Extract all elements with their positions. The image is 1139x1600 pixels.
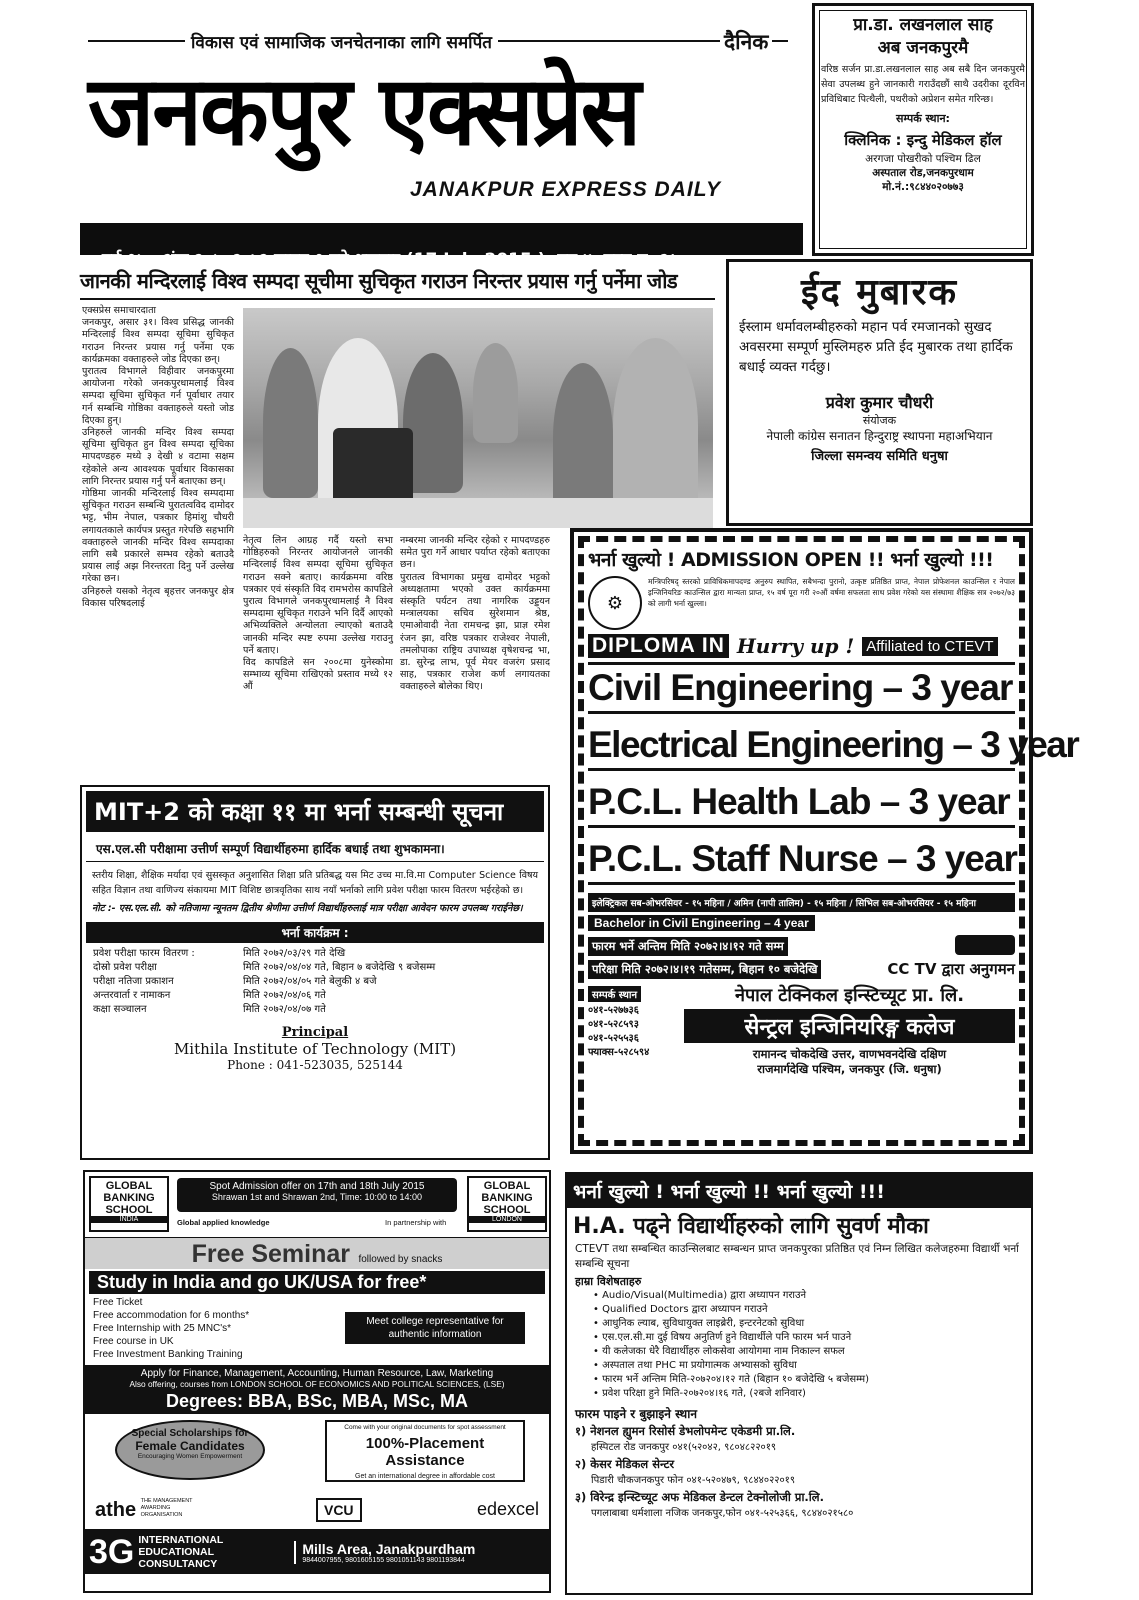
gbs-logo-left-sub: INDIA: [91, 1216, 167, 1223]
global-banking-school-ad: [83, 1170, 551, 1593]
cti-fax: फ्याक्स-५२८५९४: [588, 1047, 650, 1058]
scholarship-row: [85, 1420, 549, 1490]
schedule-row: [90, 1003, 438, 1017]
doctor-mobile: मो.नं.:९८४४०२०७७३: [882, 181, 964, 193]
ha-feature: • Qualified Doctors द्वारा अध्यापन गराउने: [593, 1303, 1031, 1317]
main-story-headline: जानकी मन्दिरलाई विश्व सम्पदा सूचीमा सुचिकृत गराउन निरन्तर प्रयास गर्नु पर्नेमा जोड: [80, 269, 678, 293]
attendee: [613, 338, 698, 513]
spot-offer-text: Spot Admission offer on 17th and 18th July 2015: [209, 1181, 425, 1192]
vcu-logo: VCU: [316, 1498, 362, 1522]
issue-info-bar: [80, 223, 803, 270]
cti-intro: मन्त्रिपरिषद् स्तरको प्राविधिकमापदण्ड अनुरुप स्थापित, सबैभन्दा पुरानो, उत्कृष्ट प्रतिष्ठित प्राप्त, नेपाल प्रोफेशनल काउन्सिल र नेपाल इन्जिनियरिङ काउन्सिल द्वारा मान्यता प्राप्त, १५ वर्ष पूरा गरी २०औं वर्षमा सफलता साथ प्रवेश गरेको यस संस्थामा शैक्षिक सत्र २०७२/७३ को लागी भर्ना खुल्ला।: [648, 577, 1015, 608]
institute-name: नेपाल टेक्निकल इन्स्टिच्यूट प्रा. लि.: [734, 985, 965, 1006]
daily-label: दैनिक: [720, 28, 772, 56]
cti-banner: भर्ना खुल्यो ! ADMISSION OPEN !! भर्ना खुल्यो !!!: [588, 549, 994, 571]
free-item: Free Ticket: [93, 1297, 143, 1308]
schedule-value: मिति २०७२/०४/०७ गते: [243, 1004, 326, 1015]
eid-committee: जिल्ला समन्वय समिति धनुषा: [811, 449, 948, 464]
cctv-camera-icon: [955, 935, 1015, 955]
ha-contact-title: फारम पाइने र बुझाइने स्थान: [575, 1407, 697, 1421]
gbs-logo-right: [467, 1176, 547, 1232]
female-label: Female Candidates: [135, 1439, 245, 1453]
free-item: Free course in UK: [93, 1336, 174, 1347]
course-electrical: Electrical Engineering – 3 year: [588, 722, 1015, 771]
issue-info-text: वर्ष १५ अंक ३०५ २०७२ साउन १ गते शुक्रवार (17 July 2015 ) पृष्ठ ४ मूल्य रु. ३।-: [101, 250, 683, 270]
headline-rule: [80, 298, 715, 300]
doctor-body: वरिष्ठ सर्जन प्रा.डा.लखनलाल साह अब सबै दिन जनकपुरमै सेवा उपलब्ध हुने जानकारी गराउँदछौं साथै उदरीका दूरविन प्रविधिबाट पित्थैली, पथरीको अप्रेशन समेत गरिन्छ।: [821, 64, 1025, 105]
free-item: Free accommodation for 6 months*: [93, 1310, 250, 1321]
ha-banner: भर्ना खुल्यो ! भर्ना खुल्यो !! भर्ना खुल्यो !!!: [567, 1174, 1031, 1208]
paper-english-title: JANAKPUR EXPRESS DAILY: [410, 178, 721, 201]
college-seal: ⚙: [588, 576, 642, 630]
accreditation-row: [85, 1490, 549, 1530]
mit-schedule: [90, 947, 438, 1017]
athe-sub: THE MANAGEMENT AWARDING ORGANISATION: [140, 1497, 193, 1518]
scholarship-badge: [115, 1420, 265, 1480]
dates-row: [588, 935, 1015, 979]
schedule-label: परीक्षा नतिजा प्रकाशन: [93, 976, 174, 987]
college-name: सेन्ट्रल इन्जिनियरिङ्ग कलेज: [684, 1009, 1015, 1043]
ha-place-name: २) केसर मेडिकल सेन्टर: [575, 1457, 675, 1471]
gbs-logo-right-text: GLOBAL BANKING SCHOOL: [481, 1180, 533, 1216]
doctor-subtitle: अब जनकपुरमै: [877, 38, 969, 58]
course-list: [588, 662, 1079, 885]
placement-label: 100%-Placement Assistance: [365, 1435, 485, 1469]
schedule-value: मिति २०७२/०४/०४ गते, बिहान ७ बजेदेखि ९ बजेसम्म: [243, 962, 436, 973]
ha-feature: • Audio/Visual(Multimedia) द्वारा अध्यापन गराउने: [593, 1289, 1031, 1303]
diploma-label: DIPLOMA IN: [588, 634, 729, 658]
schedule-value: मिति २०७२/०३/२९ गते देखि: [243, 948, 346, 959]
schedule-row: [90, 989, 438, 1003]
ha-features: [567, 1289, 1031, 1401]
doctor-clinic: क्लिनिक : इन्दु मेडिकल हॉल: [844, 131, 1002, 149]
paper-title: जनकपुर एक्सप्रेस: [88, 55, 640, 167]
ha-place-name: १) नेशनल ह्युमन रिसोर्स डेभलोपमेन्ट एकेडमी प्रा.लि.: [575, 1424, 796, 1438]
attendee: [473, 343, 518, 443]
docs-label: Come with your original documents for spot assessment: [344, 1424, 506, 1431]
schedule-value: मिति २०७२/०४/०६ गते: [243, 990, 326, 1001]
gbs-logo-left: [89, 1176, 169, 1232]
mit-note: नोट :- एस.एल.सी. को नतिजामा न्यूनतम द्वितीय श्रेणीमा उत्तीर्ण विद्यार्थीहरुलाई मात्र परीक्षा आवेदन फारम उपलब्ध गराईनेछ।: [92, 903, 523, 914]
masthead: [80, 20, 815, 215]
gbs-logo-right-sub: LONDON: [469, 1216, 545, 1223]
cctv-label: CC TV द्वारा अनुगमन: [887, 960, 1015, 978]
mit-phone: Phone : 041-523035, 525144: [227, 1058, 403, 1072]
ha-place-detail: पगलाबाबा धर्मशाला नजिक जनकपुर,फोन ०४१-५२५३६६, ९८४४०२१५८०: [591, 1508, 854, 1519]
mit-institute: Mithila Institute of Technology (MIT): [173, 1040, 457, 1058]
eid-greeting-ad: [726, 259, 1033, 526]
ad-content: [588, 546, 1079, 1136]
cti-phone: ०४१-५२८५९३: [588, 1019, 639, 1030]
seminar-row: [85, 1238, 549, 1269]
ha-place-detail: हस्पिटल रोड जनकपुर ०४१(५२०४२, ९८०४८२२०१९: [591, 1442, 777, 1453]
schedule-row: [90, 947, 438, 961]
mit-body: स्तरीय शिक्षा, शैक्षिक मर्यादा एवं सुसस्कृत अनुशासित शिक्षा प्रति प्रतिबद्ध यस मिट उच्च मा.वि.मा Computer Science विषय सहित विज्ञान तथा वाणिज्य संकायमा MIT विशिष्ट छात्रवृतिका साथ नयाँ भर्नाको लागि प्रवेश परीक्षा फारम वितरण भईरहेको छ।: [92, 870, 538, 896]
schedule-row: [90, 961, 438, 975]
doctor-name: प्रा.डा. लखनलाल साह: [853, 15, 993, 35]
schedule-label: प्रवेश परीक्षा फारम वितरण :: [93, 948, 195, 959]
seminar-sub: followed by snacks: [358, 1254, 443, 1265]
mit-admission-notice: [80, 785, 550, 1160]
course-health-lab: P.C.L. Health Lab – 3 year: [588, 779, 1015, 828]
ha-place-detail: पिडारी चौकजनकपुर फोन ०४१-५२०४७९, ९८४४०२२०१९: [591, 1475, 796, 1486]
attendee: [263, 348, 318, 498]
intl-label: Get an international degree in affordable cost: [355, 1473, 495, 1480]
mit-schedule-title: भर्ना कार्यक्रम :: [86, 922, 544, 943]
eid-name: प्रवेश कुमार चौधरी: [825, 393, 934, 412]
schedule-row: [90, 975, 438, 989]
contact-row: [588, 983, 1015, 1077]
story-column-2: नेतृत्व लिन आग्रह गर्दै यस्तो सभा गोष्ठिहरुको निरन्तर आयोजनले जानकी मन्दिरलाई विश्व सम्पदा सूचिमा सुचिकृत गराउन सक्ने बताए। कार्यक्रममा वरिष्ठ पत्रकार एवं संस्कृति विद रामभरोस कापडिले पुरात्व विभागले जनकपुरधामलाई नै विश्व सम्पदामा सूचिकृत गराउने भनि दिर्दै आएको अभिव्यक्तिले अन्योलता ल्याएको बताउदै जानकी मन्दिर स्पष्ट रुपमा उल्लेख गराउनु पर्ने बताए। विद कापडिले सन २००८मा युनेस्कोमा सम्भाव्य सूचिमा राखिएको प्रस्ताव मध्ये १२ औं: [243, 535, 393, 693]
athe-logo: athe: [95, 1498, 137, 1521]
eid-title: ईद मुबारक: [800, 272, 959, 313]
cti-phone: ०४१-५२७७३६: [588, 1005, 639, 1016]
free-list-row: [85, 1296, 549, 1361]
seminar-photo: [243, 308, 713, 528]
gbs-header: [85, 1172, 549, 1238]
degrees: Degrees: BBA, BSc, MBA, MSc, MA: [165, 1391, 469, 1411]
free-item: Free Internship with 25 MNC's*: [93, 1323, 232, 1334]
form-deadline: फारम भर्ने अन्तिम मिति २०७२।४।१२ गते सम्म: [588, 937, 788, 956]
eid-org: नेपाली कांग्रेस सनातन हिन्दुराष्ट्र स्थापना महाअभियान: [766, 429, 993, 443]
engineering-college-ad: [570, 528, 1079, 1154]
empower-label: Encouraging Women Empowerment: [137, 1453, 243, 1460]
cti-phone: ०४१-५२५५३६: [588, 1033, 639, 1044]
attendee: [553, 363, 613, 513]
course-staff-nurse: P.C.L. Staff Nurse – 3 year: [588, 836, 1015, 885]
cti-intro-row: [588, 576, 1015, 630]
story-column-3: नम्बरमा जानकी मन्दिर रहेको र मापदण्डहरु समेत पुरा गर्ने आधार पर्याप्त रहेको बताएका छन। पुरातत्व विभागका प्रमुख दामोदर भट्टको अध्यक्षतामा भएको उक्त कार्यक्रममा संस्कृति पर्यटन तथा नागरिक उड्डयन मन्त्रालयका सचिव सुरेशमान श्रेष्ठ, एमाओवादी नेता रामचन्द्र झा, प्राज्ञ रमेश रंजन झा, वरिष्ठ पत्रकार राजेश्वर नेपाली, तमलोपाका राष्ट्रिय उपाध्यक्ष वृषेशचन्द्र भा, डा. सुरेन्द्र लाभ, पूर्व मेयर वजरंग प्रसाद साह, पत्रकार राजेश कर्ण लगायतका वक्ताहरुले बोलेका थिए।: [400, 535, 550, 693]
tagline: विकास एवं सामाजिक जनचेतनाका लागि समर्पित: [185, 30, 498, 53]
apply-text: Apply for Finance, Management, Accounting, Human Resource, Law, Marketing: [140, 1368, 494, 1379]
scholarship-label: Special Scholarships for: [131, 1428, 249, 1439]
consultancy-row: [85, 1530, 549, 1574]
meet-representative: Meet college representative for authentic information: [345, 1312, 525, 1344]
eid-body: ईस्लाम धर्मावलम्बीहरुको महान पर्व रमजानको सुखद अवसरमा सम्पूर्ण मुस्लिमहरु प्रति ईद मुबारक तथा हार्दिक बधाई व्यक्त गर्दछु।: [739, 319, 1013, 375]
doctor-contact-label: सम्पर्क स्थान:: [896, 112, 950, 125]
consultancy-phones: 9844007955, 9801605155 9801051143 9801193844: [302, 1556, 465, 1564]
brand-name: INTERNATIONAL EDUCATIONAL CONSULTANCY: [138, 1534, 224, 1570]
sub-courses: इलेक्ट्रिकल सब-ओभरसियर - १५ महिना / अमिन (नापी तालिम) - १५ महिना / सिभिल सब-ओभरसियर - १५ महिना: [588, 893, 1015, 912]
spot-offer-time: Shrawan 1st and Shrawan 2nd, Time: 10:00 to 14:00: [211, 1192, 423, 1202]
ha-intro: CTEVT तथा सम्बन्धित काउन्सिलबाट सम्बन्धन प्राप्त जनकपुरका प्रतिष्ठित एवं निम्न लिखित कलेजहरुमा विद्यार्थी भर्ना सम्बन्धि सूचना: [575, 1243, 1019, 1270]
ha-place-name: ३) विरेन्द्र इन्स्टिच्यूट अफ मेडिकल डेन्टल टेक्नोलोजी प्रा.लि.: [575, 1490, 824, 1504]
global-applied: Global applied knowledge: [177, 1218, 270, 1227]
free-item: Free Investment Banking Training: [93, 1349, 243, 1360]
ha-title: H.A. पढ्ने विद्यार्थीहरुको लागि सुवर्ण मौका: [573, 1214, 929, 1239]
college-address-2: राजमार्गदेखि पश्चिम, जनकपुर (जि. धनुषा): [757, 1062, 942, 1076]
cti-contact-label: सम्पर्क स्थान: [588, 986, 641, 1002]
ha-feature: • अस्पताल तथा PHC मा प्रयोगात्मक अभ्यासको सुविधा: [593, 1359, 1031, 1373]
hurry-up-label: Hurry up !: [736, 634, 855, 658]
diploma-row: [588, 634, 1015, 658]
doctor-address: अरगजा पोखरीको पश्चिम ढिल: [865, 153, 981, 165]
affiliated-label: Affiliated to CTEVT: [862, 637, 997, 656]
ha-feature: • प्रवेश परिक्षा हुने मिति-२०७२०४।१६ गते, (२बजे शनिवार): [593, 1387, 1031, 1401]
free-seminar: Free Seminar: [191, 1240, 351, 1268]
mit-principal: Principal: [281, 1025, 349, 1040]
ha-places: [567, 1424, 1031, 1519]
ha-feature: • यी कलेजका धेरै विद्यार्थीहरु लोकसेवा आयोगमा नाम निकाल्न सफल: [593, 1345, 1031, 1359]
exam-date: परिक्षा मिति २०७२।४।१९ गतेसम्म, बिहान १० बजेदेखि: [588, 960, 821, 979]
story-column-1: एक्सप्रेस समाचारदाता जनकपुर, असार ३१। विश्व प्रसिद्ध जानकी मन्दिरलाई विश्व सम्पदा सूचिमा सुचिकृत गराउन निरन्तर प्रयास गर्नु पर्नेमा एक कार्यक्रमका वक्ताहरुले जोड दिएका छन्। पुरातत्व विभागले विहीवार जनकपुरमा आयोजना गरेको जनकपुरधामलाई विश्व सम्पदा सूचिमा सुचिकृत गर्न पूर्वाधार तयार गर्न सम्बन्धि गोष्ठिका वक्ताहरुले यस्तो जोड दिएका हुन्। उनिहरुले जानकी मन्दिर विश्व सम्पदा सूचिमा सुचिकृत हुन विश्व सम्पदा सूचिका मापदण्डहरु मध्ये ३ देखी ४ वटामा सक्षम रहेकोले अन्य आवश्यक पूर्वाधार विकासका लागि निरन्तर प्रयास गर्नु पर्ने बताएका छन्। गोष्ठिमा जानकी मन्दिरलाई विश्व सम्पदामा सुचिकृत गराउन सम्बन्धि पुरातत्वविद दामोदर भट्ट, भीम नेपाल, पत्रकार हिमांशु चौधरी लगायतकाले कार्यपत्र प्रस्तुत गरेपछि सहभागि वक्ताहरुले जानकी मन्दिर विश्व सम्पदाका लागि सबै प्रकारले सम्भव रहेको बताउदै प्रयास लाई अझ निरन्तरता दिनु पर्ने उल्लेख गरेका छन। उनिहरुले यसको नेतृत्व बृहत्तर जनकपुर क्षेत्र विकास परिषदलाई: [82, 305, 234, 609]
ha-features-title: हाम्रा विशेषताहरु: [575, 1275, 642, 1288]
schedule-label: दोस्रो प्रवेश परीक्षा: [93, 962, 157, 973]
doctor-road: अस्पताल रोड,जनकपुरधाम: [872, 167, 974, 179]
eid-role: संयोजक: [862, 414, 897, 427]
floor: [243, 498, 713, 528]
placement-box: [325, 1420, 525, 1482]
ha-feature: • फारम भर्ने अन्तिम मिति-२०७२०४।१२ गते (बिहान १० बजेदेखि ५ बजेसम्म): [593, 1373, 1031, 1387]
study-banner: Study in India and go UK/USA for free*: [89, 1271, 545, 1294]
gbs-spot-offer: [177, 1178, 457, 1212]
schedule-label: कक्षा सञ्चालन: [93, 1004, 147, 1015]
schedule-label: अन्तरवार्ता र नामाकन: [93, 990, 171, 1001]
partnership-label: In partnership with: [385, 1218, 447, 1227]
mit-congrats: एस.एल.सी परीक्षामा उत्तीर्ण सम्पूर्ण विद्यार्थीहरुमा हार्दिक बधाई तथा शुभकामना।: [86, 836, 544, 862]
apply-block: [85, 1365, 549, 1414]
ha-feature: • एस.एल.सी.मा दुई विषय अनुतिर्ण हुने विद्यार्थीले पनि फारम भर्न पाउने: [593, 1331, 1031, 1345]
brand-logo: 3G: [89, 1532, 135, 1571]
ha-feature: • आधुनिक ल्याब, सुविधायुक्त लाइब्रेरी, इन्टरनेटको सुविधा: [593, 1317, 1031, 1331]
offering-text: Also offering, courses from LONDON SCHOOL OF ECONOMICS AND POLITICAL SCIENCES, (LSE): [129, 1379, 505, 1389]
mit-title: MIT+2 को कक्षा ११ मा भर्ना सम्बन्धी सूचना: [86, 791, 544, 832]
college-address-1: रामानन्द चोकदेखि उत्तर, वाणभवनदेखि दक्षिण: [752, 1047, 947, 1061]
gbs-logo-left-text: GLOBAL BANKING SCHOOL: [103, 1180, 155, 1216]
course-civil: Civil Engineering – 3 year: [588, 662, 1015, 714]
bachelor-course: Bachelor in Civil Engineering – 4 year: [588, 915, 815, 931]
schedule-value: मिति २०७२/०४/०५ गते बेलुकी ४ बजे: [243, 976, 377, 987]
mills-area: Mills Area, Janakpurdham: [302, 1540, 476, 1557]
ha-admission-ad: [565, 1172, 1033, 1595]
edexcel-logo: edexcel: [476, 1499, 539, 1519]
doctor-ad: [812, 3, 1034, 256]
